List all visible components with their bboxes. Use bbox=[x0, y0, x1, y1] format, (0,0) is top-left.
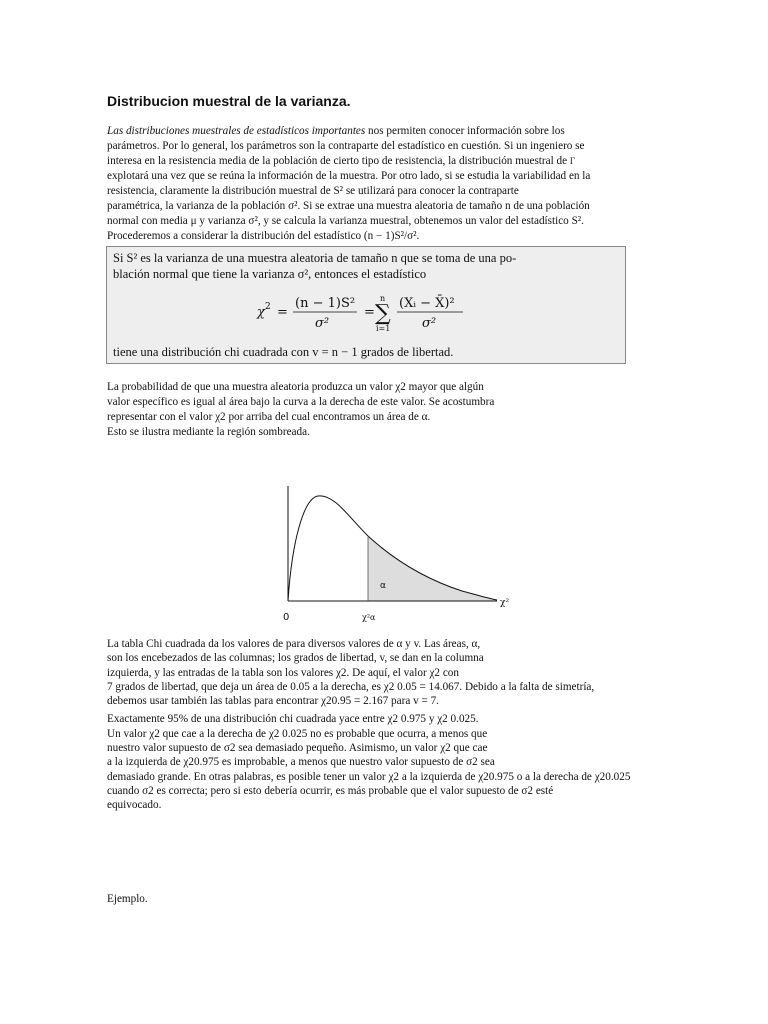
intro-paragraph: Las distribuciones muestrales de estadísticos importantes nos permiten conocer información sobre los parámetros. Por lo general, los parámetros son la contraparte del estadístico en cuestión. Si un ingeniero se interesa en la resistencia media de la población de cierto tipo de resistencia, la distribución muestral de Γ explotará una vez que se reúna la información de la muestra. Por otro lado, si se estudia la variabilidad en la resistencia, claramente la distribución muestral de S² se utilizará para conocer la contraparte paramétrica, la varianza de la población σ². Si se extrae una muestra aleatoria de tamaño n de una población normal con media μ y varianza σ², y se calcula la varianza muestral, obtenemos un valor del estadístico S². Procederemos a considerar la distribución del estadístico (n − 1)S²/σ². bbox=[107, 125, 591, 242]
svg-text:χ: χ bbox=[257, 305, 265, 320]
chi-square-formula bbox=[107, 289, 627, 333]
svg-text:σ²: σ² bbox=[422, 316, 437, 331]
svg-text:(n − 1)S²: (n − 1)S² bbox=[295, 296, 356, 311]
intro-italic: Las distribuciones muestrales de estadísticos importantes bbox=[107, 125, 366, 137]
alpha-label: α bbox=[380, 581, 386, 591]
svg-text:=: = bbox=[364, 305, 375, 320]
example-label: Ejemplo. bbox=[107, 893, 148, 905]
theorem-conclusion: tiene una distribución chi cuadrada con v = n − 1 grados de libertad. bbox=[113, 345, 454, 359]
origin-label: 0 bbox=[283, 612, 290, 623]
theorem-text: Si S² es la varianza de una muestra aleatoria de tamaño n que se toma de una po- blación normal que tiene la varianza σ², entonces el estadístico bbox=[113, 251, 517, 281]
critical-value-label: χ²α bbox=[362, 613, 376, 622]
xbar-symbol-icon: Γ bbox=[569, 156, 576, 166]
alpha-shaded-area bbox=[368, 536, 497, 601]
svg-text:2: 2 bbox=[265, 302, 271, 312]
svg-text:∑: ∑ bbox=[375, 301, 391, 326]
svg-text:i=1: i=1 bbox=[376, 324, 391, 333]
x-axis-label: χ² bbox=[500, 598, 510, 608]
svg-text:(Xᵢ − X̄)²: (Xᵢ − X̄)² bbox=[399, 296, 455, 311]
svg-text:=: = bbox=[277, 305, 288, 320]
theorem-box bbox=[106, 246, 626, 364]
svg-text:σ²: σ² bbox=[315, 316, 330, 331]
probability-paragraph: La probabilidad de que una muestra aleatoria produzca un valor χ2 mayor que algún valor específico es igual al área bajo la curva a la derecha de este valor. Se acostumbra representar con el valor χ2 por arriba del cual encontramos un área de α. Esto se ilustra mediante la región sombreada. bbox=[107, 381, 495, 438]
table-paragraph: La tabla Chi cuadrada da los valores de para diversos valores de α y v. Las áreas, α, son los encebezados de las columnas; los grados de libertad, v, se dan en la columna izquierda, y las entradas de la tabla son los valores χ2. De aquí, el valor χ2 con 7 grados de libertad, que deja un área de 0.05 a la derecha, es χ2 0.05 = 14.067. Debido a la falta de simetría, debemos usar también las tablas para encontrar χ20.95 = 2.167 para v = 7. Exactamente 95% de una distribución chi cuadrada yace entre χ2 0.975 y χ2 0.025. Un valor χ2 que cae a la derecha de χ2 0.025 no es probable que ocurra, a menos que nuestro valor supuesto de σ2 sea demasiado pequeño. Asimismo, un valor χ2 que cae a la izquierda de χ20.975 es improbable, a menos que nuestro valor supuesto de σ2 sea demasiado grande. En otras palabras, es posible tener un valor χ2 a la izquierda de χ20.975 o a la derecha de χ20.025 cuando σ2 es correcta; pero si esto debería ocurrir, es más probable que el valor supuesto de σ2 esté equivocado. bbox=[107, 638, 631, 812]
page-title: Distribucion muestral de la varianza. bbox=[107, 93, 351, 109]
svg-text:n: n bbox=[380, 294, 386, 303]
chi-square-density-figure bbox=[272, 480, 522, 630]
